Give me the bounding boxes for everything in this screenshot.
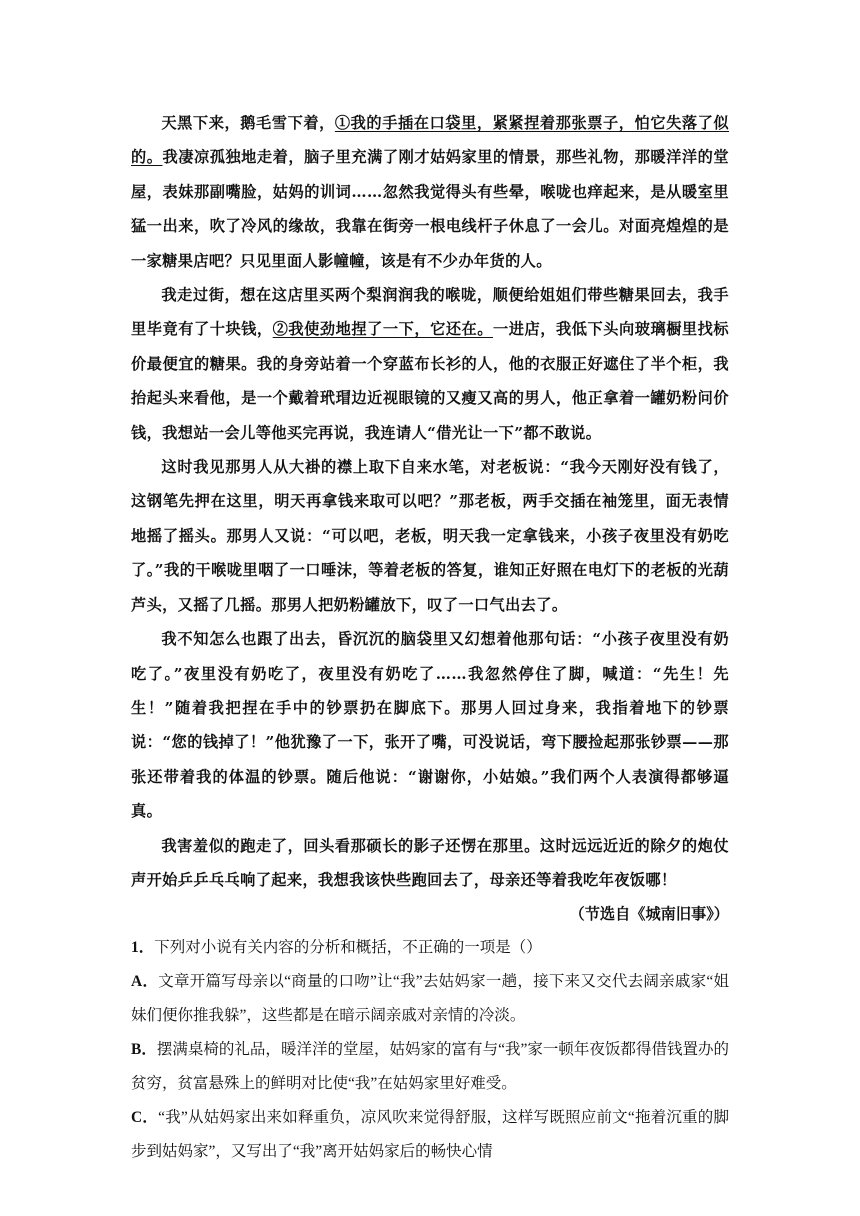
option-c — [131, 1101, 729, 1169]
story-paragraph-2 — [131, 278, 729, 450]
paragraph-text: 我凄凉孤独地走着，脑子里充满了刚才姑妈家里的情景，那些礼物，那暖洋洋的堂屋，表妹那副嘴脸，姑妈的训词……忽然我觉得头有些晕，喉咙也痒起来，是从暖室里猛一出来，吹了冷风的缘故，我靠在街旁一根电线杆子休息了一会儿。对面亮煌煌的是一家糖果店吧？只见里面人影幢幢，该是有不少办年货的人。 — [131, 148, 729, 270]
document-page — [131, 106, 729, 1169]
option-a — [131, 965, 729, 1033]
option-text: “我”从姑妈家出来如释重负，凉风吹来觉得舒服，这样写既照应前文“拖着沉重的脚步到姑妈家”，又写出了“我”离开姑妈家后的畅快心情 — [131, 1109, 729, 1161]
option-text: 摆满桌椅的礼品，暖洋洋的堂屋，姑妈家的富有与“我”家一顿年夜饭都得借钱置办的贫穷，贫富悬殊上的鲜明对比使“我”在姑妈家里好难受。 — [131, 1041, 729, 1093]
paragraph-text: 天黑下来，鹅毛雪下着， — [161, 114, 335, 132]
option-b — [131, 1033, 729, 1101]
source-citation: （节选自《城南旧事》） — [569, 905, 729, 924]
question-block — [131, 931, 729, 1169]
story-paragraph-1 — [131, 106, 729, 278]
option-text: 文章开篇写母亲以“商量的口吻”让“我”去姑妈家一趟，接下来又交代去阔亲戚家“姐妹们便你推我躲”，这些都是在暗示阔亲戚对亲情的冷淡。 — [131, 973, 729, 1025]
option-label: A． — [131, 973, 159, 991]
underlined-sentence-1: ①我的手插在口袋里，紧紧捏着那张票子，怕它失落了似的。 — [131, 114, 730, 167]
story-paragraph-5: 我害羞似的跑走了，回头看那硕长的影子还愣在那里。这时远远近近的除夕的炮仗声开始乒乒乓乓响了起来，我想我该快些跑回去了，母亲还等着我吃年夜饭哪！ — [131, 836, 729, 889]
story-excerpt — [131, 106, 729, 897]
question-number: 1． — [131, 939, 155, 957]
underlined-sentence-2: ②我使劲地捏了一下，它还在。 — [272, 320, 494, 339]
question-text: 下列对小说有关内容的分析和概括，不正确的一项是（） — [154, 939, 542, 957]
story-paragraph-3: 这时我见那男人从大褂的襟上取下自来水笔，对老板说：“我今天刚好没有钱了，这钢笔先押在这里，明天再拿钱来取可以吧？”那老板，两手交插在袖笼里，面无表情地摇了摇头。那男人又说：“可以吧，老板，明天我一定拿钱来，小孩子夜里没有奶吃了。”我的干喉咙里咽了一口唾沫，等着老板的答复，谁知正好照在电灯下的老板的光葫芦头，又摇了几摇。那男人把奶粉罐放下，叹了一口气出去了。 — [131, 458, 729, 614]
paragraph-text: 一进店，我低下头向玻璃橱里找标价最便宜的糖果。我的身旁站着一个穿蓝布长衫的人，他的衣服正好遮住了半个柜，我抬起头来看他，是一个戴着玳瑁边近视眼镜的又瘦又高的男人，他正拿着一罐奶粉问价钱，我想站一会儿等他买完再说，我连请人“借光让一下”都不敢说。 — [131, 320, 729, 442]
question-stem — [131, 931, 729, 965]
option-label: B． — [131, 1041, 157, 1059]
paragraph-text: 我走过街，想在这店里买两个梨润润我的喉咙，顺便给姐姐们带些糖果回去，我手里毕竟有了十块钱， — [131, 286, 729, 339]
option-label: C． — [131, 1109, 159, 1127]
story-paragraph-4: 我不知怎么也跟了出去，昏沉沉的脑袋里又幻想着他那句话：“小孩子夜里没有奶吃了。”夜里没有奶吃了，夜里没有奶吃了……我忽然停住了脚，喊道：“先生！先生！”随着我把捏在手中的钞票扔在脚底下。那男人回过身来，我指着地下的钞票说：“您的钱掉了！”他犹豫了一下，张开了嘴，可没说话，弯下腰捡起那张钞票——那张还带着我的体温的钞票。随后他说：“谢谢你，小姑娘。”我们两个人表演得都够逼真。 — [131, 630, 729, 821]
